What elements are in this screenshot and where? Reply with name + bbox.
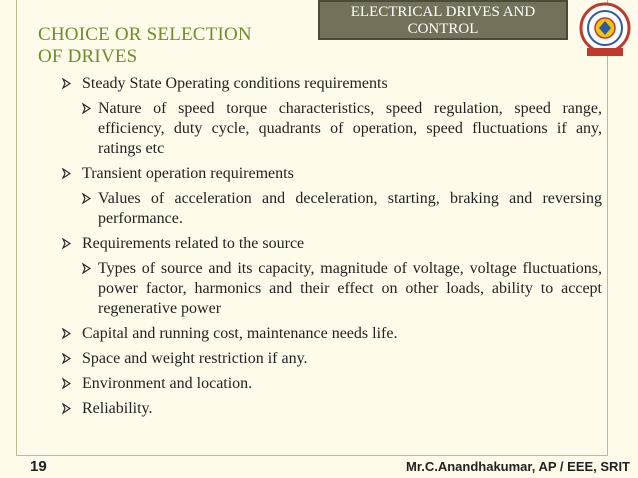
bullet-text: Environment and location. [82, 375, 253, 392]
arrow-bullet-icon [62, 378, 71, 389]
bullet-text: Reliability. [82, 400, 153, 417]
course-title-line1: ELECTRICAL DRIVES AND [350, 4, 536, 20]
bullet-text: Steady State Operating conditions requirements [82, 75, 388, 92]
course-title-line2: CONTROL [407, 21, 479, 37]
course-header-box [318, 0, 568, 40]
arrow-bullet-icon [62, 403, 71, 414]
slide-title-line1: CHOICE OR SELECTION [38, 24, 252, 45]
sub-bullet-item [62, 189, 602, 229]
slide-title [38, 24, 252, 68]
college-logo-icon [579, 2, 631, 58]
bullet-list [62, 74, 602, 424]
bullet-item [62, 164, 602, 184]
bullet-item [62, 399, 602, 419]
sub-bullet-item [62, 99, 602, 159]
bullet-item [62, 349, 602, 369]
arrow-bullet-icon [62, 353, 71, 364]
bullet-text: Types of source and its capacity, magnitude of voltage, voltage fluctuations, power factor, harmonics and their effect on other loads, ability to accept regenerative power [98, 260, 602, 317]
author-credit: Mr.C.Anandhakumar, AP / EEE, SRIT [406, 459, 630, 474]
slide-title-line2: OF DRIVES [38, 46, 138, 67]
arrow-bullet-icon [62, 78, 71, 89]
bullet-text: Transient operation requirements [82, 165, 294, 182]
arrow-bullet-icon [82, 263, 91, 274]
bullet-item [62, 74, 602, 94]
bullet-text: Requirements related to the source [82, 235, 305, 252]
arrow-bullet-icon [62, 238, 71, 249]
bullet-text: Nature of speed torque characteristics, speed regulation, speed range, efficiency, duty cycle, quadrants of operation, speed fluctuations if any, ratings etc [98, 100, 602, 157]
bullet-item [62, 374, 602, 394]
bullet-text: Capital and running cost, maintenance needs life. [82, 325, 398, 342]
arrow-bullet-icon [82, 103, 91, 114]
bullet-text: Values of acceleration and deceleration, starting, braking and reversing performance. [98, 190, 602, 227]
arrow-bullet-icon [82, 193, 91, 204]
bullet-text: Space and weight restriction if any. [82, 350, 308, 367]
arrow-bullet-icon [62, 168, 71, 179]
arrow-bullet-icon [62, 328, 71, 339]
sub-bullet-item [62, 259, 602, 319]
bullet-item [62, 324, 602, 344]
slide-number: 19 [30, 458, 47, 475]
bullet-item [62, 234, 602, 254]
